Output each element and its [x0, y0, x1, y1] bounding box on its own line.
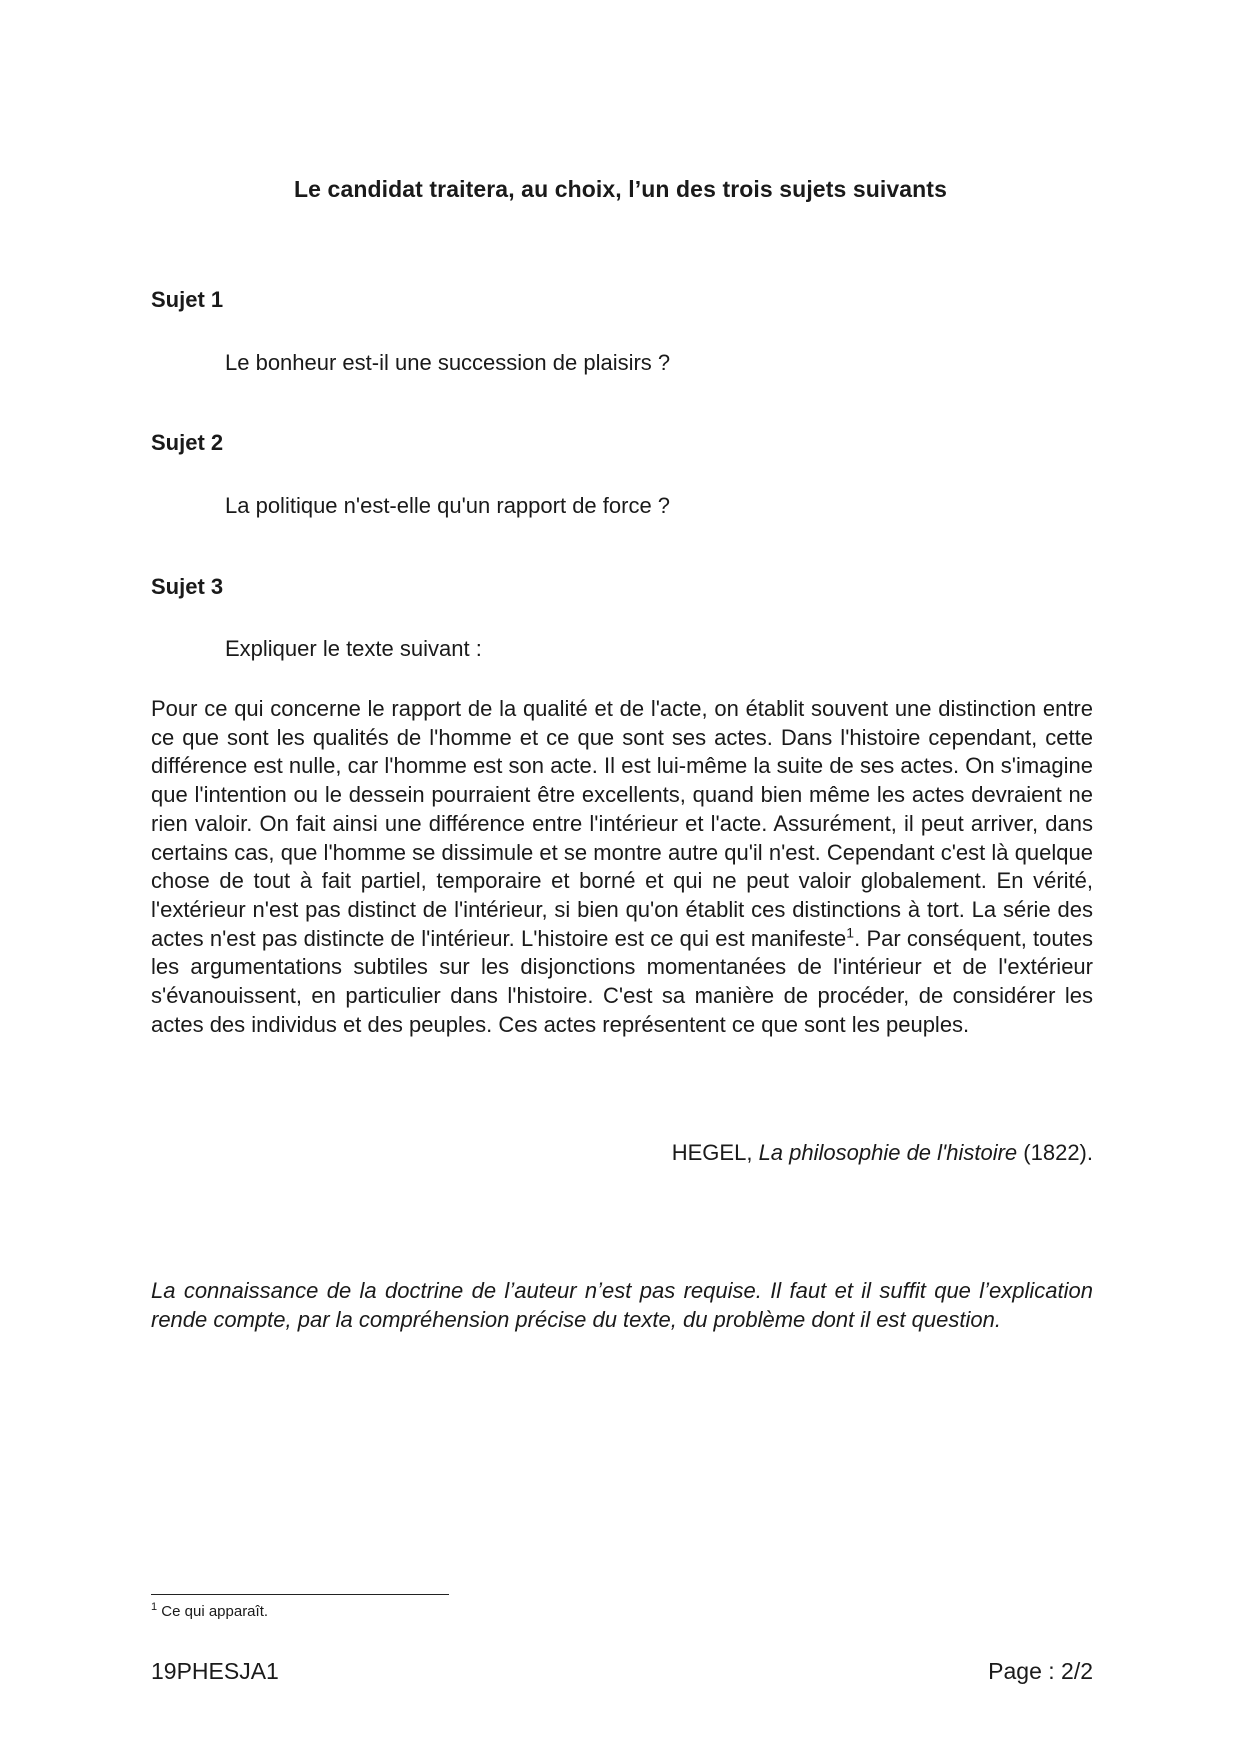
- source-citation: [672, 1140, 1093, 1166]
- subject-3-label: Sujet 3: [151, 574, 224, 599]
- footnote-text: Ce qui apparaît.: [157, 1603, 269, 1620]
- citation-work-title: La philosophie de l'histoire: [758, 1140, 1018, 1165]
- citation-year: (1822).: [1017, 1140, 1093, 1165]
- subject-3-instruction: Expliquer le texte suivant :: [225, 636, 482, 661]
- instructions-heading: Le candidat traitera, au choix, l’un des trois sujets suivants: [294, 176, 947, 202]
- page-number: Page : 2/2: [988, 1658, 1093, 1684]
- footnote-divider: [151, 1594, 449, 1595]
- passage-text-part1: Pour ce qui concerne le rapport de la qualité et de l'acte, on établit souvent une distinction entre ce que sont les qualités de l'homme et ce que sont ses actes. Dans l'histoire cependant, cette différence est nulle, car l'homme est son acte. Il est lui-même la suite de ses actes. On s'imagine que l'intention ou le dessein pourraient être excellents, quand bien même les actes devraient ne rien valoir. On fait ainsi une différence entre l'intérieur et l'acte. Assurément, il peut arriver, dans certains cas, que l'homme se dissimule et se montre autre qu'il n'est. Cependant c'est là quelque chose de tout à fait partiel, temporaire et borné et qui ne peut valoir globalement. En vérité, l'extérieur n'est pas distinct de l'intérieur, si bien qu'on établit ces distinctions à tort. La série des actes n'est pas distincte de l'intérieur. L'histoire est ce qui est manifeste: [151, 696, 1093, 951]
- subject-1-question: Le bonheur est-il une succession de plaisirs ?: [225, 350, 671, 375]
- subject-1-label: Sujet 1: [151, 287, 224, 312]
- subject-2-question: La politique n'est-elle qu'un rapport de force ?: [225, 493, 671, 518]
- passage-text-part2: . Par conséquent, toutes les argumentations subtiles sur les disjonctions momentanées de l'intérieur et de l'extérieur s'évanouissent, en particulier dans l'histoire. C'est sa manière de procéder, de considérer les actes des individus et des peuples. Ces actes représentent ce que sont les peuples.: [151, 925, 1093, 1037]
- subject-2-label: Sujet 2: [151, 430, 224, 455]
- exam-code: 19PHESJA1: [151, 1658, 279, 1684]
- footnote-reference: 1: [846, 924, 855, 941]
- explanation-note: La connaissance de la doctrine de l’auteur n’est pas requise. Il faut et il suffit que l’explication rende compte, par la compréhension précise du texte, du problème dont il est question.: [151, 1278, 1093, 1332]
- footnote-marker: 1: [151, 1601, 158, 1613]
- citation-author: HEGEL,: [671, 1140, 759, 1165]
- footnote: [151, 1603, 268, 1620]
- hegel-passage: [151, 695, 1093, 1039]
